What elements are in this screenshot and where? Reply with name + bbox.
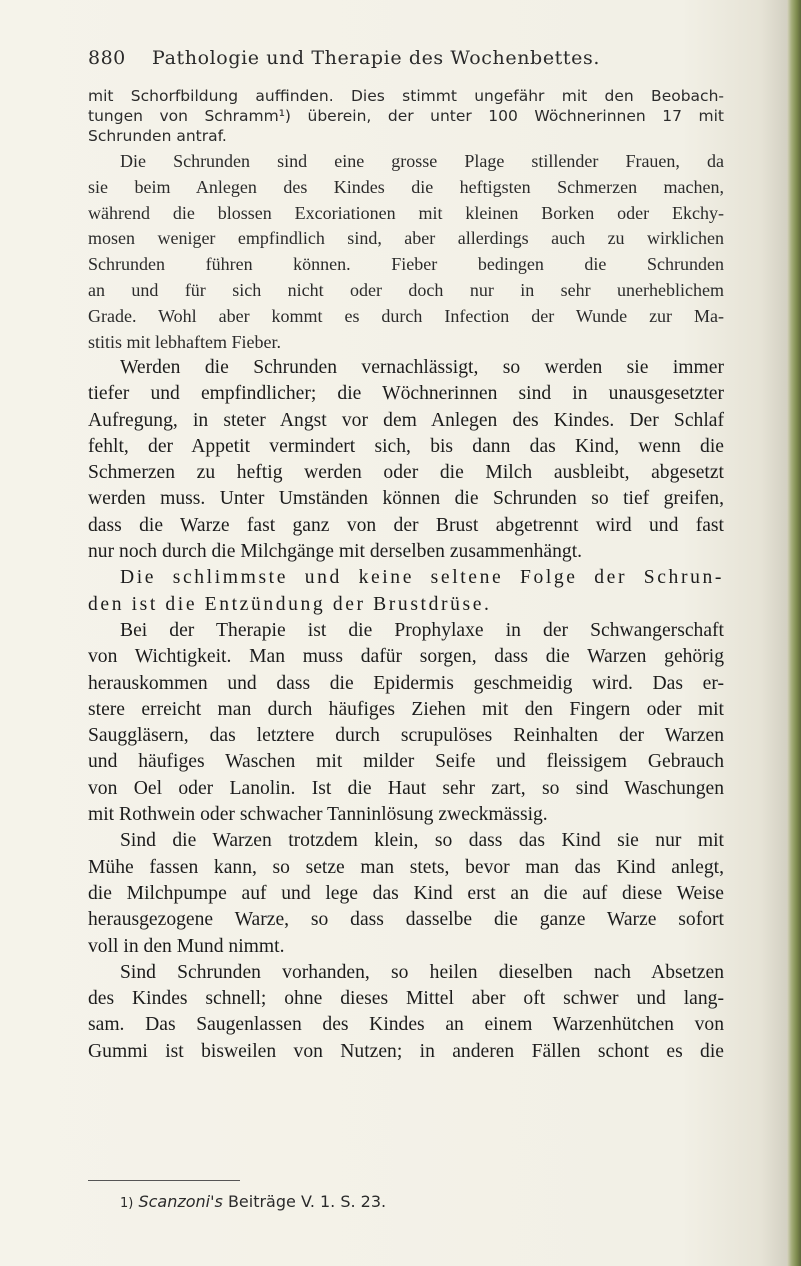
emphasis-line: den ist die Entzündung der Brustdrüse. [88, 593, 492, 615]
paragraph-schrunden [88, 149, 724, 355]
text-line: voll in den Mund nimmt. [88, 935, 285, 957]
text-line: dass die Warze fast ganz von der Brust abgetrennt wird und fast [88, 514, 724, 536]
text-line: mit Schorfbildung auffinden. Dies stimmt ungefähr mit den Beobach- [88, 87, 724, 105]
text-line: und häufiges Waschen mit milder Seife und fleissigem Gebrauch [88, 751, 724, 773]
text-line: tungen von Schramm¹) überein, der unter 100 Wöchnerinnen 17 mit [88, 107, 724, 125]
footnote-marker: 1) [120, 1196, 134, 1211]
text-line: Sind die Warzen trotzdem klein, so dass das Kind sie nur mit [120, 830, 724, 852]
footnote-rule [88, 1180, 240, 1181]
text-line: sam. Das Saugenlassen des Kindes an einem Warzenhütchen von [88, 1014, 724, 1036]
text-line: herauskommen und dass die Epidermis geschmeidig wird. Das er- [88, 672, 724, 694]
text-line: herausgezogene Warze, so dass dasselbe die ganze Warze sofort [88, 909, 724, 931]
text-line: stitis mit lebhaftem Fieber. [88, 331, 281, 352]
running-title: Pathologie und Therapie des Wochenbettes. [152, 47, 600, 69]
text-line: sie beim Anlegen des Kindes die heftigsten Schmerzen machen, [88, 176, 724, 197]
text-line: Werden die Schrunden vernachlässigt, so werden sie immer [120, 357, 724, 378]
footnote [120, 1192, 386, 1211]
text-line: an und für sich nicht oder doch nur in sehr unerheblichem [88, 279, 724, 300]
text-line: Schrunden antraf. [88, 127, 227, 145]
text-line: Die Schrunden sind eine grosse Plage stillender Frauen, da [120, 151, 724, 171]
text-line: des Kindes schnell; ohne dieses Mittel aber oft schwer und lang- [88, 988, 724, 1010]
text-line: Aufregung, in steter Angst vor dem Anlegen des Kindes. Der Schlaf [88, 409, 724, 431]
main-text [88, 355, 724, 1065]
text-line: Bei der Therapie ist die Prophylaxe in der Schwangerschaft [120, 619, 724, 641]
text-line: fehlt, der Appetit vermindert sich, bis dann das Kind, wenn die [88, 435, 724, 457]
text-line: stere erreicht man durch häufiges Ziehen mit den Fingern oder mit [88, 698, 724, 720]
page-number: 880 [88, 47, 126, 69]
text-line: mit Rothwein oder schwacher Tanninlösung zweckmässig. [88, 804, 548, 826]
footnote-reference: Beiträge V. 1. S. 23. [227, 1192, 387, 1211]
text-line: werden muss. Unter Umständen können die Schrunden so tief greifen, [88, 488, 724, 510]
text-line: Sauggläsern, das letztere durch scrupulöses Reinhalten der Warzen [88, 725, 724, 747]
text-line: während die blossen Excoriationen mit kleinen Borken oder Ekchy- [88, 202, 724, 223]
text-line: Schrunden führen können. Fieber bedingen die Schrunden [88, 254, 724, 275]
text-line: von Oel oder Lanolin. Ist die Haut sehr zart, so sind Waschungen [88, 777, 724, 799]
text-line: Gummi ist bisweilen von Nutzen; in anderen Fällen schont es die [88, 1040, 724, 1062]
emphasis-line: Die schlimmste und keine seltene Folge der Schrun- [120, 567, 724, 589]
text-line: mosen weniger empfindlich sind, aber allerdings auch zu wirklichen [88, 228, 724, 249]
footnote-author: Scanzoni's [138, 1192, 223, 1211]
text-line: Grade. Wohl aber kommt es durch Infection der Wunde zur Ma- [88, 305, 724, 326]
text-line: nur noch durch die Milchgänge mit derselben zusammenhängt. [88, 541, 583, 563]
text-line: Schmerzen zu heftig werden oder die Milch ausbleibt, abgesetzt [88, 462, 724, 484]
page-edge [787, 0, 801, 1266]
text-line: die Milchpumpe auf und lege das Kind erst an die auf diese Weise [88, 882, 724, 904]
running-header [88, 47, 728, 73]
text-line: tiefer und empfindlicher; die Wöchnerinnen sind in unausgesetzter [88, 383, 724, 405]
text-line: von Wichtigkeit. Man muss dafür sorgen, dass die Warzen gehörig [88, 646, 724, 668]
text-line: Sind Schrunden vorhanden, so heilen dieselben nach Absetzen [120, 961, 724, 983]
text-line: Mühe fassen kann, so setze man stets, bevor man das Kind anlegt, [88, 856, 724, 878]
carryover-paragraph [88, 86, 724, 146]
